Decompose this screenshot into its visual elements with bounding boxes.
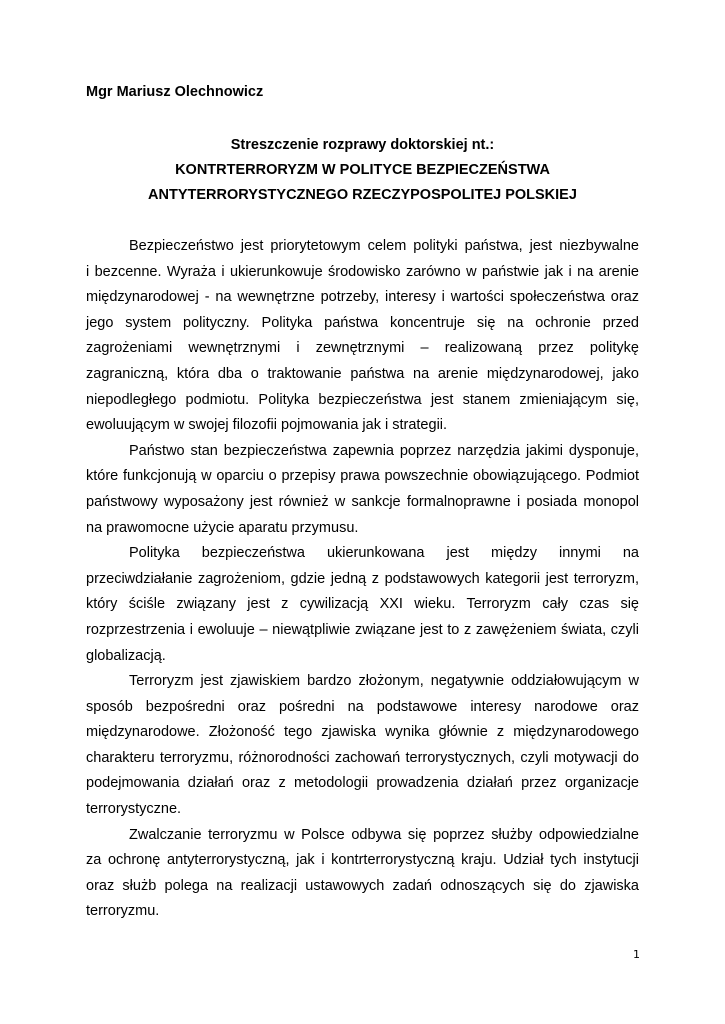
author-name: Mgr Mariusz Olechnowicz — [86, 84, 264, 100]
paragraph-4 — [86, 669, 639, 823]
text-line: Terroryzm jest zjawiskiem bardzo złożonym, negatywnie oddziałowującym w — [129, 673, 639, 690]
text-line: ewoluującym w swojej filozofii pojmowania jak i strategii. — [86, 417, 448, 434]
text-line: i bezcenne. Wyraża i ukierunkowuje środowisko zarówno w państwie jak i na arenie — [86, 263, 639, 280]
text-line: Polityka bezpieczeństwa ukierunkowana jest między innymi na — [129, 545, 639, 562]
title-line-main-2: ANTYTERRORYSTYCZNEGO RZECZYPOSPOLITEJ POLSKIEJ — [148, 187, 577, 203]
paragraph-3 — [86, 541, 639, 669]
title-line-main-1: KONTRTERRORYZM W POLITYCE BEZPIECZEŃSTWA — [175, 162, 550, 178]
paragraph-2 — [86, 439, 639, 541]
thesis-title — [86, 133, 639, 208]
text-line: międzynarodowej - na wewnętrzne potrzeby, interesy i wartości społeczeństwa oraz — [86, 289, 639, 306]
page-number: 1 — [633, 948, 640, 961]
text-line: zagrożeniami wewnętrznymi i zewnętrznymi – realizowaną przez politykę — [86, 340, 639, 357]
text-line: niepodległego podmiotu. Polityka bezpieczeństwa jest stanem zmieniającym się, — [86, 391, 639, 408]
text-line: oraz służb polega na realizacji ustawowych zadań odnoszących się do zjawiska — [86, 877, 639, 894]
text-line: podejmowania działań oraz z metodologii prowadzenia działań przez organizacje — [86, 775, 639, 792]
title-line-subtitle: Streszczenie rozprawy doktorskiej nt.: — [230, 137, 495, 153]
text-line: rozprzestrzenia i ewoluuje – niewątpliwie związane jest to z zawężeniem świata, czyli — [86, 621, 639, 638]
text-line: globalizacją. — [86, 647, 166, 664]
text-line: które funkcjonują w oparciu o przepisy prawa powszechnie obowiązującego. Podmiot — [86, 468, 639, 485]
text-line: przeciwdziałanie zagrożeniom, gdzie jedną z podstawowych kategorii jest terroryzm, — [86, 570, 639, 587]
text-line: Państwo stan bezpieczeństwa zapewnia poprzez narzędzia jakimi dysponuje, — [129, 442, 639, 459]
paragraph-1 — [86, 234, 639, 439]
abstract-body — [86, 234, 639, 925]
text-line: Bezpieczeństwo jest priorytetowym celem polityki państwa, jest niezbywalne — [129, 238, 639, 254]
text-line: państwowy wyposażony jest również w sankcje formalnoprawne i posiada monopol — [86, 493, 639, 510]
text-line: międzynarodowe. Złożoność tego zjawiska wynika głównie z międzynarodowego — [86, 724, 639, 741]
text-line: charakteru terroryzmu, różnorodności zachowań terrorystycznych, czyli motywacji do — [86, 749, 639, 766]
text-line: zagraniczną, która dba o traktowanie państwa na arenie międzynarodowej, jako — [86, 365, 639, 382]
text-line: na prawomocne użycie aparatu przymusu. — [86, 519, 359, 536]
text-line: jego system polityczny. Polityka państwa koncentruje się na ochronie przed — [86, 314, 639, 331]
text-line: za ochronę antyterrorystyczną, jak i kontrterrorystyczną kraju. Udział tych instytucji — [86, 852, 639, 869]
text-line: który ściśle związany jest z cywilizacją XXI wieku. Terroryzm cały czas się — [86, 596, 639, 613]
text-line: sposób bezpośredni oraz pośredni na podstawowe interesy narodowe oraz — [86, 698, 639, 715]
text-line: Zwalczanie terroryzmu w Polsce odbywa się poprzez służby odpowiedzialne — [129, 826, 639, 843]
text-line: terroryzmu. — [86, 903, 160, 920]
paragraph-5 — [86, 823, 639, 925]
text-line: terrorystyczne. — [86, 801, 182, 818]
